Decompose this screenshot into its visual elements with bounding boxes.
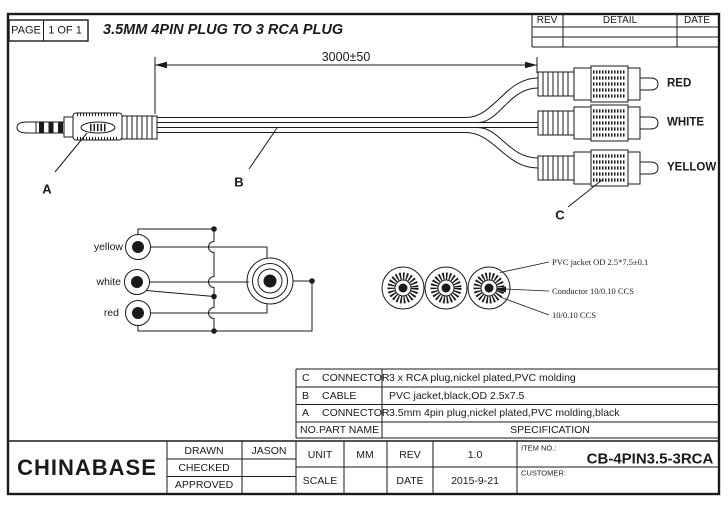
item-no-value: CB-4PIN3.5-3RCA (586, 450, 714, 468)
callout-leader-lines (55, 128, 602, 207)
rca-plug-yellow-drawing (538, 150, 658, 186)
page-value: 1 OF 1 (48, 24, 82, 37)
length-dimension: 3000±50 (321, 49, 371, 64)
rca-label-yellow: YELLOW (667, 161, 717, 174)
annotation-conductor: Conductor 10/0.10 CCS (552, 285, 634, 296)
checked-label: CHECKED (178, 461, 230, 474)
part-row-spec: 3 x RCA plug,nickel plated,PVC molding (389, 371, 576, 384)
parts-header-spec: SPECIFICATION (510, 423, 590, 436)
wire-label-white: white (96, 275, 121, 288)
customer-label: CUSTOMER: (521, 468, 566, 478)
callout-c: C (555, 207, 565, 223)
rev-label: REV (399, 448, 421, 461)
part-row-name: CONNECTOR (322, 406, 390, 419)
part-row-spec: 3.5mm 4pin plug,nickel plated,PVC molding,black (389, 406, 620, 419)
rca-label-white: WHITE (667, 116, 705, 129)
annotation-jacket: PVC jacket OD 2.5*7.5±0.1 (552, 256, 649, 267)
rca-label-red: RED (667, 77, 692, 90)
part-row-no: B (302, 389, 310, 402)
unit-label: UNIT (307, 448, 333, 461)
dimension-annotation (155, 57, 537, 114)
rev-col-header: REV (536, 15, 558, 26)
detail-col-header: DETAIL (602, 15, 638, 26)
part-row-no: A (302, 406, 310, 419)
parts-header-name: PART NAME (319, 423, 380, 436)
date-value: 2015-9-21 (451, 474, 499, 487)
jack-plug-drawing (17, 113, 157, 140)
page-label: PAGE (11, 24, 41, 37)
date-label: DATE (396, 474, 424, 487)
rca-plug-red-drawing (538, 66, 658, 102)
wire-label-red: red (103, 306, 119, 319)
drawn-label: DRAWN (184, 444, 224, 457)
wiring-schematic (125, 226, 315, 334)
item-no-label: ITEM NO.: (521, 443, 557, 453)
callout-a: A (42, 181, 52, 197)
approved-label: APPROVED (174, 478, 234, 491)
scale-label: SCALE (302, 474, 338, 487)
cable-cross-section (382, 262, 549, 315)
company-name: CHINABASE (17, 455, 157, 480)
unit-value: MM (356, 448, 374, 461)
cable-drawing (157, 78, 538, 168)
part-row-name: CABLE (322, 389, 357, 402)
part-row-no: C (302, 371, 310, 384)
callout-b: B (234, 174, 244, 190)
sheet-title: 3.5MM 4PIN PLUG TO 3 RCA PLUG (103, 21, 344, 38)
annotation-shield: 10/0.10 CCS (552, 309, 596, 320)
rca-plug-white-drawing (538, 105, 658, 141)
rev-value: 1.0 (467, 448, 483, 461)
drawn-value: JASON (251, 444, 287, 457)
parts-header-no: NO. (300, 423, 319, 436)
wire-label-yellow: yellow (93, 240, 123, 253)
date-col-header: DATE (684, 15, 710, 26)
part-row-spec: PVC jacket,black,OD 2.5x7.5 (389, 389, 525, 402)
part-row-name: CONNECTOR (322, 371, 390, 384)
